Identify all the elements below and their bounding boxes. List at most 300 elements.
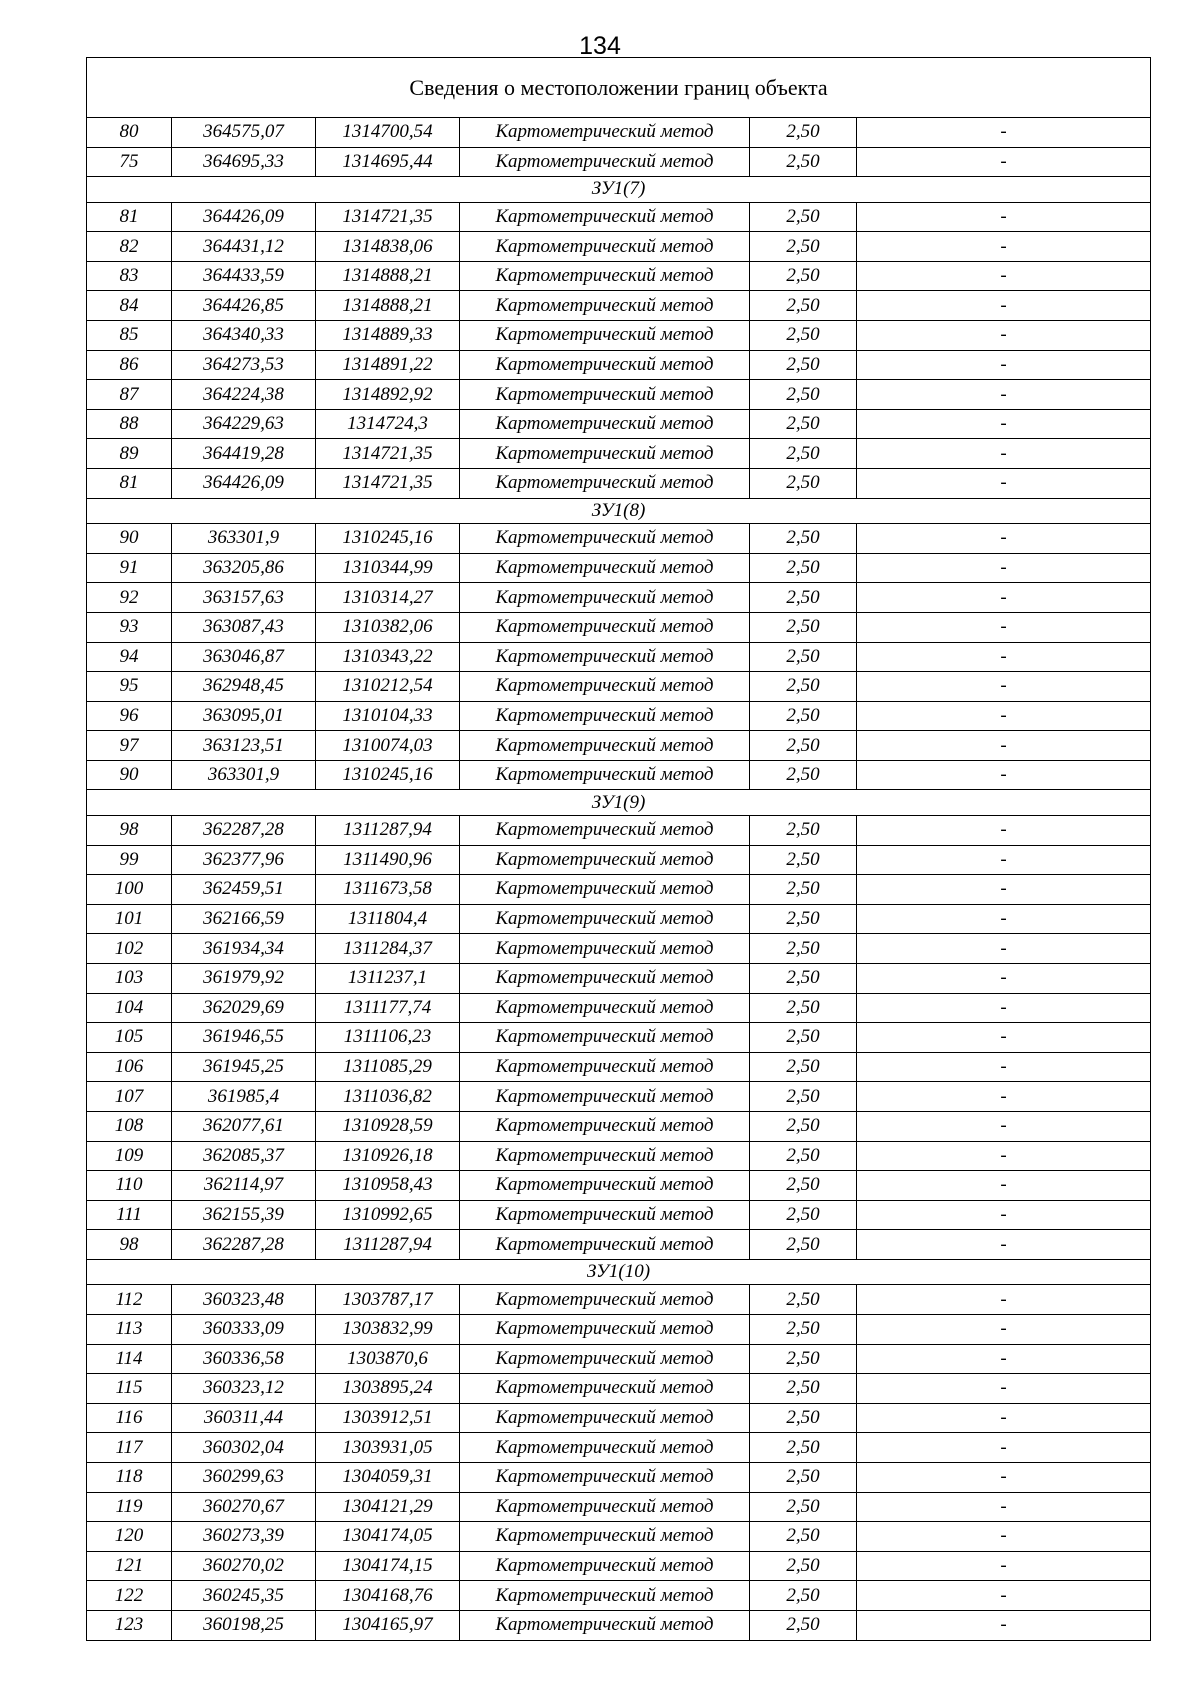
method-cell: Картометрический метод: [460, 904, 750, 934]
x-coordinate-cell: 360270,02: [172, 1551, 316, 1581]
point-number-cell: 123: [87, 1610, 172, 1640]
table-title-row: [87, 58, 1151, 118]
method-cell: Картометрический метод: [460, 701, 750, 731]
description-cell: -: [857, 583, 1151, 613]
y-coordinate-cell: 1310958,43: [316, 1171, 460, 1201]
table-row: [87, 147, 1151, 177]
description-cell: -: [857, 147, 1151, 177]
description-cell: -: [857, 1230, 1151, 1260]
table-row: [87, 1610, 1151, 1640]
x-coordinate-cell: 363301,9: [172, 760, 316, 790]
y-coordinate-cell: 1311177,74: [316, 993, 460, 1023]
accuracy-cell: 2,50: [750, 1433, 857, 1463]
point-number-cell: 97: [87, 731, 172, 761]
y-coordinate-cell: 1311036,82: [316, 1082, 460, 1112]
table-row: [87, 380, 1151, 410]
y-coordinate-cell: 1310343,22: [316, 642, 460, 672]
point-number-cell: 75: [87, 147, 172, 177]
description-cell: -: [857, 1141, 1151, 1171]
description-cell: -: [857, 350, 1151, 380]
description-cell: -: [857, 934, 1151, 964]
accuracy-cell: 2,50: [750, 760, 857, 790]
point-number-cell: 111: [87, 1200, 172, 1230]
x-coordinate-cell: 360198,25: [172, 1610, 316, 1640]
table-row: [87, 1111, 1151, 1141]
table-row: [87, 202, 1151, 232]
accuracy-cell: 2,50: [750, 1023, 857, 1053]
description-cell: -: [857, 1171, 1151, 1201]
accuracy-cell: 2,50: [750, 291, 857, 321]
table-row: [87, 1171, 1151, 1201]
x-coordinate-cell: 361985,4: [172, 1082, 316, 1112]
y-coordinate-cell: 1303832,99: [316, 1314, 460, 1344]
table-row: [87, 439, 1151, 469]
point-number-cell: 99: [87, 845, 172, 875]
x-coordinate-cell: 363095,01: [172, 701, 316, 731]
x-coordinate-cell: 364229,63: [172, 409, 316, 439]
method-cell: Картометрический метод: [460, 1111, 750, 1141]
description-cell: -: [857, 815, 1151, 845]
accuracy-cell: 2,50: [750, 1492, 857, 1522]
table-row: [87, 612, 1151, 642]
point-number-cell: 101: [87, 904, 172, 934]
x-coordinate-cell: 364224,38: [172, 380, 316, 410]
accuracy-cell: 2,50: [750, 1551, 857, 1581]
x-coordinate-cell: 363087,43: [172, 612, 316, 642]
method-cell: Картометрический метод: [460, 553, 750, 583]
section-header-row: [87, 498, 1151, 524]
description-cell: -: [857, 1433, 1151, 1463]
point-number-cell: 118: [87, 1462, 172, 1492]
table-row: [87, 1230, 1151, 1260]
description-cell: -: [857, 439, 1151, 469]
description-cell: -: [857, 291, 1151, 321]
description-cell: -: [857, 232, 1151, 262]
x-coordinate-cell: 363157,63: [172, 583, 316, 613]
accuracy-cell: 2,50: [750, 963, 857, 993]
point-number-cell: 107: [87, 1082, 172, 1112]
y-coordinate-cell: 1310928,59: [316, 1111, 460, 1141]
x-coordinate-cell: 364419,28: [172, 439, 316, 469]
point-number-cell: 115: [87, 1374, 172, 1404]
x-coordinate-cell: 362085,37: [172, 1141, 316, 1171]
point-number-cell: 81: [87, 469, 172, 499]
description-cell: -: [857, 1403, 1151, 1433]
method-cell: Картометрический метод: [460, 291, 750, 321]
table-row: [87, 815, 1151, 845]
method-cell: Картометрический метод: [460, 1082, 750, 1112]
page-number: 134: [579, 32, 621, 60]
method-cell: Картометрический метод: [460, 875, 750, 905]
point-number-cell: 98: [87, 1230, 172, 1260]
accuracy-cell: 2,50: [750, 1285, 857, 1315]
y-coordinate-cell: 1314721,35: [316, 439, 460, 469]
x-coordinate-cell: 360273,39: [172, 1522, 316, 1552]
point-number-cell: 110: [87, 1171, 172, 1201]
accuracy-cell: 2,50: [750, 731, 857, 761]
table-row: [87, 731, 1151, 761]
description-cell: -: [857, 612, 1151, 642]
y-coordinate-cell: 1314891,22: [316, 350, 460, 380]
y-coordinate-cell: 1311673,58: [316, 875, 460, 905]
table-row: [87, 1052, 1151, 1082]
point-number-cell: 117: [87, 1433, 172, 1463]
accuracy-cell: 2,50: [750, 642, 857, 672]
table-row: [87, 1492, 1151, 1522]
method-cell: Картометрический метод: [460, 261, 750, 291]
accuracy-cell: 2,50: [750, 904, 857, 934]
description-cell: -: [857, 409, 1151, 439]
point-number-cell: 100: [87, 875, 172, 905]
accuracy-cell: 2,50: [750, 202, 857, 232]
description-cell: -: [857, 1374, 1151, 1404]
x-coordinate-cell: 364426,09: [172, 202, 316, 232]
x-coordinate-cell: 363123,51: [172, 731, 316, 761]
accuracy-cell: 2,50: [750, 875, 857, 905]
accuracy-cell: 2,50: [750, 409, 857, 439]
table-row: [87, 1374, 1151, 1404]
accuracy-cell: 2,50: [750, 1200, 857, 1230]
y-coordinate-cell: 1303870,6: [316, 1344, 460, 1374]
accuracy-cell: 2,50: [750, 583, 857, 613]
description-cell: -: [857, 1200, 1151, 1230]
table-row: [87, 1581, 1151, 1611]
method-cell: Картометрический метод: [460, 1610, 750, 1640]
table-row: [87, 1344, 1151, 1374]
description-cell: -: [857, 1344, 1151, 1374]
y-coordinate-cell: 1311085,29: [316, 1052, 460, 1082]
y-coordinate-cell: 1310245,16: [316, 524, 460, 554]
description-cell: -: [857, 963, 1151, 993]
x-coordinate-cell: 362948,45: [172, 672, 316, 702]
point-number-cell: 98: [87, 815, 172, 845]
method-cell: Картометрический метод: [460, 845, 750, 875]
accuracy-cell: 2,50: [750, 845, 857, 875]
description-cell: -: [857, 904, 1151, 934]
y-coordinate-cell: 1314888,21: [316, 291, 460, 321]
y-coordinate-cell: 1311106,23: [316, 1023, 460, 1053]
point-number-cell: 108: [87, 1111, 172, 1141]
accuracy-cell: 2,50: [750, 815, 857, 845]
table-row: [87, 642, 1151, 672]
y-coordinate-cell: 1304165,97: [316, 1610, 460, 1640]
x-coordinate-cell: 360333,09: [172, 1314, 316, 1344]
method-cell: Картометрический метод: [460, 1230, 750, 1260]
y-coordinate-cell: 1304121,29: [316, 1492, 460, 1522]
table-row: [87, 1314, 1151, 1344]
point-number-cell: 83: [87, 261, 172, 291]
accuracy-cell: 2,50: [750, 524, 857, 554]
accuracy-cell: 2,50: [750, 1171, 857, 1201]
y-coordinate-cell: 1304174,15: [316, 1551, 460, 1581]
x-coordinate-cell: 362287,28: [172, 1230, 316, 1260]
table-row: [87, 291, 1151, 321]
table-row: [87, 672, 1151, 702]
y-coordinate-cell: 1310212,54: [316, 672, 460, 702]
y-coordinate-cell: 1310314,27: [316, 583, 460, 613]
accuracy-cell: 2,50: [750, 350, 857, 380]
x-coordinate-cell: 362459,51: [172, 875, 316, 905]
method-cell: Картометрический метод: [460, 321, 750, 351]
y-coordinate-cell: 1311284,37: [316, 934, 460, 964]
point-number-cell: 93: [87, 612, 172, 642]
description-cell: -: [857, 845, 1151, 875]
table-row: [87, 760, 1151, 790]
point-number-cell: 119: [87, 1492, 172, 1522]
point-number-cell: 90: [87, 524, 172, 554]
point-number-cell: 90: [87, 760, 172, 790]
section-label: ЗУ1(8): [87, 498, 1151, 524]
table-row: [87, 1285, 1151, 1315]
y-coordinate-cell: 1314889,33: [316, 321, 460, 351]
accuracy-cell: 2,50: [750, 701, 857, 731]
point-number-cell: 121: [87, 1551, 172, 1581]
x-coordinate-cell: 360245,35: [172, 1581, 316, 1611]
section-label: ЗУ1(9): [87, 790, 1151, 816]
table-row: [87, 904, 1151, 934]
point-number-cell: 95: [87, 672, 172, 702]
table-row: [87, 1023, 1151, 1053]
accuracy-cell: 2,50: [750, 1052, 857, 1082]
method-cell: Картометрический метод: [460, 1522, 750, 1552]
accuracy-cell: 2,50: [750, 1230, 857, 1260]
x-coordinate-cell: 360302,04: [172, 1433, 316, 1463]
accuracy-cell: 2,50: [750, 261, 857, 291]
accuracy-cell: 2,50: [750, 1344, 857, 1374]
description-cell: -: [857, 875, 1151, 905]
x-coordinate-cell: 364433,59: [172, 261, 316, 291]
table-row: [87, 963, 1151, 993]
method-cell: Картометрический метод: [460, 1551, 750, 1581]
x-coordinate-cell: 362166,59: [172, 904, 316, 934]
y-coordinate-cell: 1303787,17: [316, 1285, 460, 1315]
section-label: ЗУ1(10): [87, 1259, 1151, 1285]
point-number-cell: 104: [87, 993, 172, 1023]
method-cell: Картометрический метод: [460, 1023, 750, 1053]
point-number-cell: 106: [87, 1052, 172, 1082]
section-header-row: [87, 790, 1151, 816]
method-cell: Картометрический метод: [460, 672, 750, 702]
point-number-cell: 87: [87, 380, 172, 410]
method-cell: Картометрический метод: [460, 147, 750, 177]
x-coordinate-cell: 362077,61: [172, 1111, 316, 1141]
table-row: [87, 553, 1151, 583]
method-cell: Картометрический метод: [460, 1200, 750, 1230]
accuracy-cell: 2,50: [750, 1374, 857, 1404]
accuracy-cell: 2,50: [750, 1522, 857, 1552]
table-row: [87, 875, 1151, 905]
x-coordinate-cell: 362287,28: [172, 815, 316, 845]
boundary-coordinates-table: [86, 57, 1151, 1641]
description-cell: -: [857, 261, 1151, 291]
method-cell: Картометрический метод: [460, 1052, 750, 1082]
x-coordinate-cell: 360299,63: [172, 1462, 316, 1492]
table-title: Сведения о местоположении границ объекта: [87, 58, 1151, 118]
description-cell: -: [857, 469, 1151, 499]
point-number-cell: 103: [87, 963, 172, 993]
accuracy-cell: 2,50: [750, 1610, 857, 1640]
x-coordinate-cell: 361945,25: [172, 1052, 316, 1082]
accuracy-cell: 2,50: [750, 118, 857, 148]
description-cell: -: [857, 1522, 1151, 1552]
point-number-cell: 120: [87, 1522, 172, 1552]
table-row: [87, 261, 1151, 291]
x-coordinate-cell: 364426,85: [172, 291, 316, 321]
table-row: [87, 321, 1151, 351]
method-cell: Картометрический метод: [460, 1492, 750, 1522]
accuracy-cell: 2,50: [750, 1141, 857, 1171]
x-coordinate-cell: 361946,55: [172, 1023, 316, 1053]
point-number-cell: 86: [87, 350, 172, 380]
table-row: [87, 1522, 1151, 1552]
y-coordinate-cell: 1303895,24: [316, 1374, 460, 1404]
y-coordinate-cell: 1311287,94: [316, 1230, 460, 1260]
method-cell: Картометрический метод: [460, 409, 750, 439]
y-coordinate-cell: 1310926,18: [316, 1141, 460, 1171]
accuracy-cell: 2,50: [750, 469, 857, 499]
y-coordinate-cell: 1311237,1: [316, 963, 460, 993]
table-row: [87, 934, 1151, 964]
point-number-cell: 88: [87, 409, 172, 439]
method-cell: Картометрический метод: [460, 1462, 750, 1492]
y-coordinate-cell: 1314695,44: [316, 147, 460, 177]
point-number-cell: 92: [87, 583, 172, 613]
table-row: [87, 469, 1151, 499]
point-number-cell: 112: [87, 1285, 172, 1315]
x-coordinate-cell: 362029,69: [172, 993, 316, 1023]
y-coordinate-cell: 1314700,54: [316, 118, 460, 148]
point-number-cell: 80: [87, 118, 172, 148]
description-cell: -: [857, 321, 1151, 351]
description-cell: -: [857, 1314, 1151, 1344]
description-cell: -: [857, 202, 1151, 232]
accuracy-cell: 2,50: [750, 1462, 857, 1492]
y-coordinate-cell: 1314892,92: [316, 380, 460, 410]
table-row: [87, 1433, 1151, 1463]
method-cell: Картометрический метод: [460, 1171, 750, 1201]
point-number-cell: 84: [87, 291, 172, 321]
point-number-cell: 81: [87, 202, 172, 232]
point-number-cell: 89: [87, 439, 172, 469]
point-number-cell: 85: [87, 321, 172, 351]
point-number-cell: 116: [87, 1403, 172, 1433]
y-coordinate-cell: 1314888,21: [316, 261, 460, 291]
table-row: [87, 1462, 1151, 1492]
y-coordinate-cell: 1310382,06: [316, 612, 460, 642]
accuracy-cell: 2,50: [750, 1403, 857, 1433]
y-coordinate-cell: 1314721,35: [316, 469, 460, 499]
y-coordinate-cell: 1310344,99: [316, 553, 460, 583]
accuracy-cell: 2,50: [750, 672, 857, 702]
section-header-row: [87, 177, 1151, 203]
accuracy-cell: 2,50: [750, 993, 857, 1023]
x-coordinate-cell: 364431,12: [172, 232, 316, 262]
method-cell: Картометрический метод: [460, 118, 750, 148]
method-cell: Картометрический метод: [460, 815, 750, 845]
x-coordinate-cell: 364340,33: [172, 321, 316, 351]
method-cell: Картометрический метод: [460, 232, 750, 262]
point-number-cell: 113: [87, 1314, 172, 1344]
x-coordinate-cell: 362155,39: [172, 1200, 316, 1230]
y-coordinate-cell: 1303931,05: [316, 1433, 460, 1463]
method-cell: Картометрический метод: [460, 350, 750, 380]
point-number-cell: 96: [87, 701, 172, 731]
method-cell: Картометрический метод: [460, 380, 750, 410]
method-cell: Картометрический метод: [460, 1344, 750, 1374]
accuracy-cell: 2,50: [750, 934, 857, 964]
y-coordinate-cell: 1310104,33: [316, 701, 460, 731]
accuracy-cell: 2,50: [750, 147, 857, 177]
description-cell: -: [857, 1111, 1151, 1141]
table-row: [87, 845, 1151, 875]
table-row: [87, 583, 1151, 613]
description-cell: -: [857, 672, 1151, 702]
method-cell: Картометрический метод: [460, 1314, 750, 1344]
description-cell: -: [857, 1052, 1151, 1082]
table-row: [87, 1082, 1151, 1112]
description-cell: -: [857, 760, 1151, 790]
method-cell: Картометрический метод: [460, 760, 750, 790]
description-cell: -: [857, 1610, 1151, 1640]
x-coordinate-cell: 363301,9: [172, 524, 316, 554]
y-coordinate-cell: 1314724,3: [316, 409, 460, 439]
accuracy-cell: 2,50: [750, 1581, 857, 1611]
point-number-cell: 114: [87, 1344, 172, 1374]
x-coordinate-cell: 362114,97: [172, 1171, 316, 1201]
method-cell: Картометрический метод: [460, 1433, 750, 1463]
method-cell: Картометрический метод: [460, 583, 750, 613]
y-coordinate-cell: 1310245,16: [316, 760, 460, 790]
method-cell: Картометрический метод: [460, 1374, 750, 1404]
method-cell: Картометрический метод: [460, 1581, 750, 1611]
description-cell: -: [857, 1462, 1151, 1492]
y-coordinate-cell: 1304168,76: [316, 1581, 460, 1611]
method-cell: Картометрический метод: [460, 731, 750, 761]
x-coordinate-cell: 360311,44: [172, 1403, 316, 1433]
point-number-cell: 94: [87, 642, 172, 672]
description-cell: -: [857, 1492, 1151, 1522]
method-cell: Картометрический метод: [460, 202, 750, 232]
description-cell: -: [857, 1023, 1151, 1053]
table-row: [87, 701, 1151, 731]
section-header-row: [87, 1259, 1151, 1285]
accuracy-cell: 2,50: [750, 1082, 857, 1112]
x-coordinate-cell: 361934,34: [172, 934, 316, 964]
accuracy-cell: 2,50: [750, 612, 857, 642]
method-cell: Картометрический метод: [460, 1403, 750, 1433]
x-coordinate-cell: 364575,07: [172, 118, 316, 148]
description-cell: -: [857, 118, 1151, 148]
description-cell: -: [857, 993, 1151, 1023]
point-number-cell: 122: [87, 1581, 172, 1611]
point-number-cell: 91: [87, 553, 172, 583]
point-number-cell: 82: [87, 232, 172, 262]
point-number-cell: 102: [87, 934, 172, 964]
x-coordinate-cell: 360323,12: [172, 1374, 316, 1404]
table-row: [87, 118, 1151, 148]
method-cell: Картометрический метод: [460, 612, 750, 642]
table-row: [87, 1403, 1151, 1433]
method-cell: Картометрический метод: [460, 1141, 750, 1171]
accuracy-cell: 2,50: [750, 553, 857, 583]
x-coordinate-cell: 363205,86: [172, 553, 316, 583]
y-coordinate-cell: 1304059,31: [316, 1462, 460, 1492]
table-row: [87, 524, 1151, 554]
description-cell: -: [857, 524, 1151, 554]
description-cell: -: [857, 1082, 1151, 1112]
y-coordinate-cell: 1310074,03: [316, 731, 460, 761]
y-coordinate-cell: 1311490,96: [316, 845, 460, 875]
